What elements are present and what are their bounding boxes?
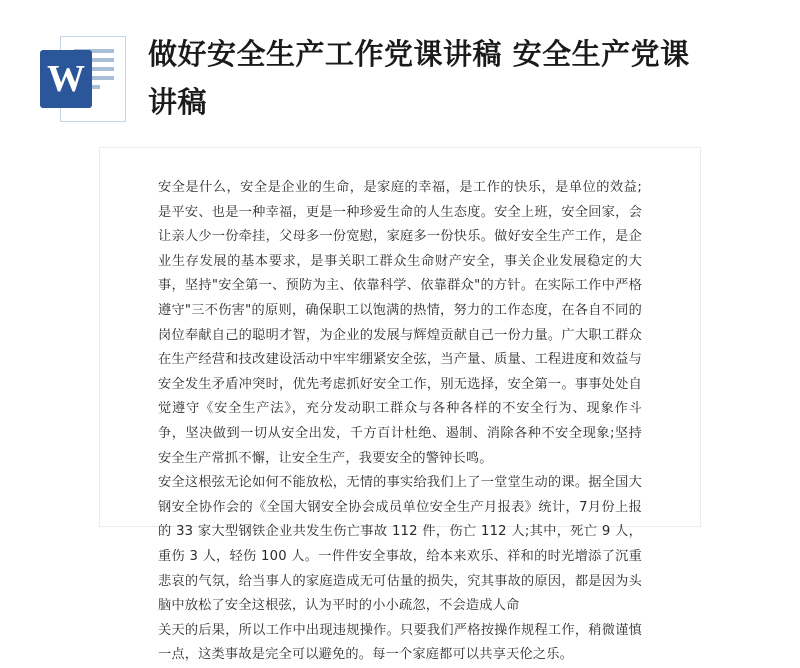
word-badge-letter: W (40, 50, 92, 108)
document-paragraph: 安全这根弦无论如何不能放松，无情的事实给我们上了一堂堂生动的课。据全国大钢安全协作会的《全国大钢安全协会成员单位安全生产月报表》统计，7月份上报的 33 家大型钢铁企业共发生伤亡事故 112 件，伤亡 112 人;其中，死亡 9 人，重伤 3 人，轻伤 100 人。一件件安全事故，给本来欢乐、祥和的时光增添了沉重悲哀的气氛，给当事人的家庭造成无可估量的损失，究其事故的原因，都是因为头脑中放松了安全这根弦，认为平时的小小疏忽，不会造成人命 (158, 475, 642, 614)
word-document-icon (40, 36, 126, 122)
document-paragraph: 安全是什么，安全是企业的生命，是家庭的幸福，是工作的快乐，是单位的效益;是平安、也是一种幸福，更是一种珍爱生命的人生态度。安全上班，安全回家，会让亲人少一份牵挂，父母多一份宽慰，家庭多一份快乐。做好安全生产工作，是企业生存发展的基本要求，是事关职工群众生命财产安全，事关企业发展稳定的大事，坚持"安全第一、预防为主、依靠科学、依靠群众"的方针。在实际工作中严格遵守"三不伤害"的原则，确保职工以饱满的热情，努力的工作态度，在各自不同的岗位奉献自己的聪明才智，为企业的发展与辉煌贡献自己一份力量。广大职工群众在生产经营和技改建设活动中牢牢绷紧安全弦，当产量、质量、工程进度和效益与安全发生矛盾冲突时，优先考虑抓好安全工作，别无选择，安全第一。事事处处自觉遵守《安全生产法》，充分发动职工群众与各种各样的不安全行为、现象作斗争，坚决做到一切从安全出发，千方百计杜绝、遏制、消除各种不安全现象;坚持安全生产常抓不懈，让安全生产，我要安全的警钟长鸣。 (158, 180, 642, 466)
document-header (0, 0, 800, 148)
document-paragraph: 关天的后果，所以工作中出现违规操作。只要我们严格按操作规程工作，稍微谨慎一点，这类事故是完全可以避免的。每一个家庭都可以共享天伦之乐。 (158, 622, 642, 663)
document-body-sheet (100, 148, 700, 663)
page-edge-right (700, 148, 701, 526)
page-title: 做好安全生产工作党课讲稿 安全生产党课讲稿 (148, 37, 690, 119)
document-text-column (158, 176, 642, 668)
